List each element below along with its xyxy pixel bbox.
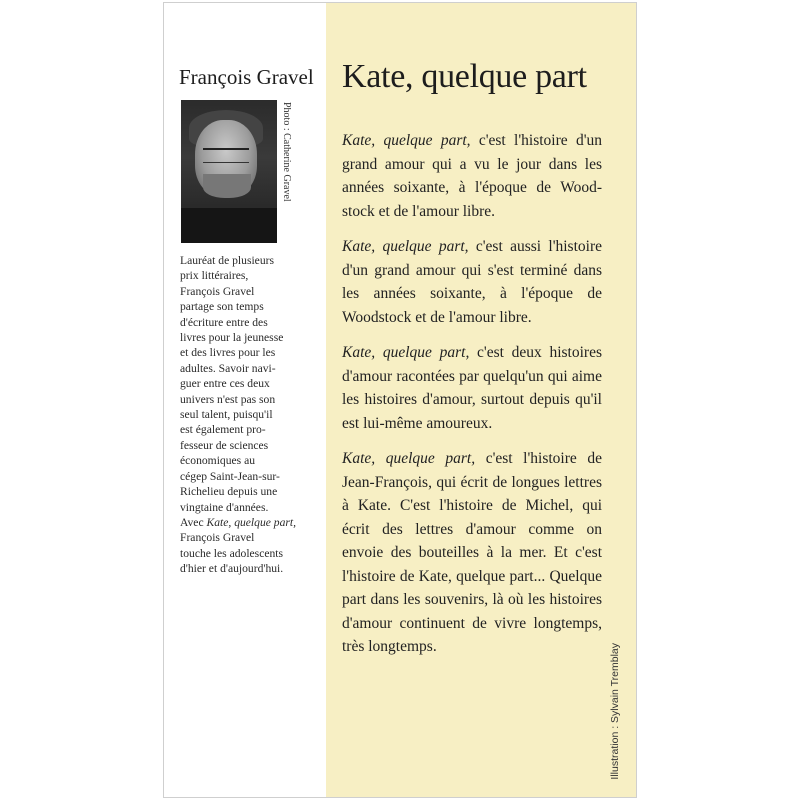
paragraph-lead: Kate, quelque part, (342, 450, 476, 467)
paragraph-lead: Kate, quelque part, (342, 238, 469, 255)
bio-line: fesseur de sciences (180, 438, 269, 452)
synopsis-paragraph (342, 235, 602, 329)
photo-glasses (203, 148, 249, 163)
book-title: Kate, quelque part (342, 58, 587, 95)
bio-line: seul talent, puisqu'il (180, 408, 273, 422)
book-back-cover (163, 2, 637, 798)
bio-book-title-italic: Kate, quelque part, (206, 515, 297, 529)
synopsis (342, 129, 602, 671)
photo-shirt (181, 208, 277, 243)
synopsis-panel (326, 3, 636, 797)
paragraph-text: c'est l'histoire d'un grand amour qui a vu le jour dans les années soixante, à l'époque de Wood-stock et de l'amour libre. (342, 132, 602, 220)
bio-line: François Gravel (180, 531, 255, 545)
author-photo (181, 100, 277, 243)
synopsis-paragraph (342, 447, 602, 659)
bio-line: est également pro- (180, 423, 266, 437)
paragraph-lead: Kate, quelque part, (342, 344, 470, 361)
bio-line: Lauréat de plusieurs (180, 254, 275, 267)
bio-line: économiques au (180, 454, 256, 468)
paragraph-text: c'est l'histoire de Jean-François, qui écrit de longues lettres à Kate. C'est l'histoire de Michel, qui écrit des lettres d'amour comme on envoie des bouteilles à la mer. Et c'est l'histoire de Kate, quelque part... Quelque part dans les souvenirs, là où les histoires d'amour continuent de vivre longtemps, très longtemps. (342, 450, 602, 655)
bio-line: François Gravel (180, 284, 255, 298)
bio-line: d'écriture entre des (180, 315, 268, 329)
bio-line: guer entre ces deux (180, 377, 270, 391)
bio-line: livres pour la jeunesse (180, 331, 284, 345)
photo-beard (203, 174, 251, 198)
bio-line: adultes. Savoir navi- (180, 361, 276, 375)
synopsis-paragraph (342, 129, 602, 223)
bio-line (180, 515, 314, 530)
paragraph-text: c'est deux histoires d'amour racontées par quelqu'un qui aime les histoires d'amour, surtout depuis qu'il est lui-même amoureux. (342, 344, 602, 432)
author-panel (164, 3, 326, 797)
bio-line: et des livres pour les (180, 346, 276, 360)
bio-avec: Avec (180, 515, 207, 529)
photo-credit: Photo : Catherine Gravel (281, 102, 292, 202)
bio-line: univers n'est pas son (180, 392, 276, 406)
bio-line: Richelieu depuis une (180, 485, 278, 499)
bio-line: partage son temps (180, 300, 264, 314)
paragraph-lead: Kate, quelque part, (342, 132, 471, 149)
paragraph-text: c'est aussi l'histoire d'un grand amour qui s'est terminé dans les années soixante, à l'époque de Woodstock et de l'amour libre. (342, 238, 602, 326)
bio-line: d'hier et d'aujourd'hui. (180, 562, 284, 576)
illustration-credit: Illustration : Sylvain Tremblay (609, 643, 621, 780)
author-name: François Gravel (179, 65, 314, 89)
bio-line: vingtaine d'années. (180, 500, 269, 514)
bio-line: cégep Saint-Jean-sur- (180, 469, 280, 483)
bio-line: touche les adolescents (180, 546, 284, 560)
bio-line: prix littéraires, (180, 269, 249, 283)
synopsis-paragraph (342, 341, 602, 435)
author-bio (180, 253, 314, 577)
